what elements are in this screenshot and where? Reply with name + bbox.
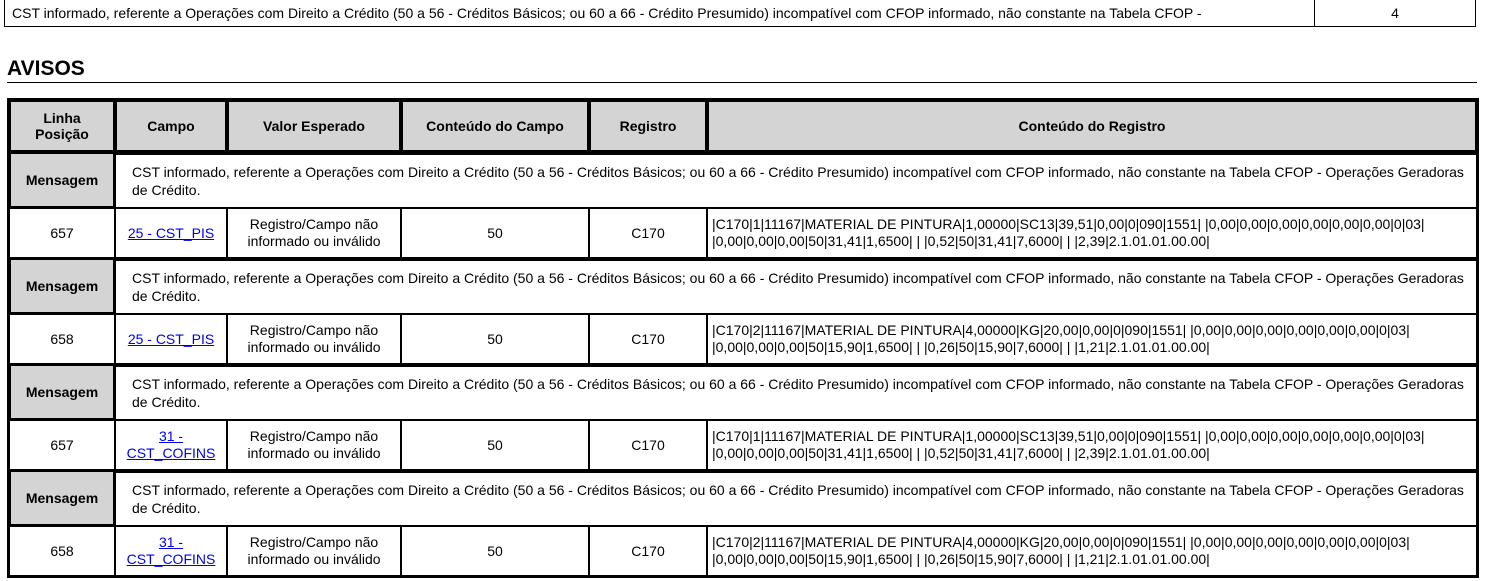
valor-esperado-cell: Registro/Campo não informado ou inválido [227,314,401,364]
conteudo-registro-cell: |C170|1|11167|MATERIAL DE PINTURA|1,00000|SC13|39,51|0,00|0|090|1551| |0,00|0,00|0,00|0,00|0,00|0,00|0|03| |0,00|0,00|0,00|50|31,41|1,6500| | |0,52|50|31,41|7,6000| | |2,39|2.1.01.01.00.00| [707,420,1477,470]
campo-cell [115,526,227,576]
table-row [9,208,1477,258]
header-campo: Campo [115,100,227,152]
header-valor-esperado: Valor Esperado [227,100,401,152]
table-row [9,526,1477,576]
message-text: CST informado, referente a Operações com Direito a Crédito (50 a 56 - Créditos Básicos; ou 60 a 66 - Crédito Presumido) incompatível com CFOP informado, não constante na Tabela CFOP - Operações Geradoras de Crédito. [115,258,1477,314]
message-row [9,258,1477,314]
message-text: CST informado, referente a Operações com Direito a Crédito (50 a 56 - Créditos Básicos; ou 60 a 66 - Crédito Presumido) incompatível com CFOP informado, não constante na Tabela CFOP - Operações Geradoras de Crédito. [115,152,1477,208]
campo-cell [115,208,227,258]
conteudo-registro-cell: |C170|2|11167|MATERIAL DE PINTURA|4,00000|KG|20,00|0,00|0|090|1551| |0,00|0,00|0,00|0,00|0,00|0,00|0|03| |0,00|0,00|0,00|50|15,90|1,6500| | |0,26|50|15,90|7,6000| | |1,21|2.1.01.01.00.00| [707,314,1477,364]
conteudo-campo-cell: 50 [401,420,589,470]
valor-esperado-cell: Registro/Campo não informado ou inválido [227,208,401,258]
summary-message: CST informado, referente a Operações com Direito a Crédito (50 a 56 - Créditos Básicos; ou 60 a 66 - Crédito Presumido) incompatível com CFOP informado, não constante na Tabela CFOP - [5,0,1315,26]
valor-esperado-cell: Registro/Campo não informado ou inválido [227,526,401,576]
header-linha: Linha Posição [9,100,115,152]
campo-link[interactable]: 31 - CST_COFINS [126,534,216,567]
message-row [9,470,1477,526]
message-text: CST informado, referente a Operações com Direito a Crédito (50 a 56 - Créditos Básicos; ou 60 a 66 - Crédito Presumido) incompatível com CFOP informado, não constante na Tabela CFOP - Operações Geradoras de Crédito. [115,364,1477,420]
header-conteudo-registro: Conteúdo do Registro [707,100,1477,152]
campo-link[interactable]: 25 - CST_PIS [127,224,215,241]
conteudo-campo-cell: 50 [401,208,589,258]
campo-link[interactable]: 31 - CST_COFINS [126,428,216,461]
linha-cell: 658 [9,526,115,576]
header-registro: Registro [589,100,707,152]
valor-esperado-cell: Registro/Campo não informado ou inválido [227,420,401,470]
message-label: Mensagem [9,364,115,420]
linha-cell: 657 [9,420,115,470]
section-title: AVISOS [7,57,85,80]
registro-cell: C170 [589,314,707,364]
conteudo-registro-cell: |C170|1|11167|MATERIAL DE PINTURA|1,00000|SC13|39,51|0,00|0|090|1551| |0,00|0,00|0,00|0,00|0,00|0,00|0|03| |0,00|0,00|0,00|50|31,41|1,6500| | |0,52|50|31,41|7,6000| | |2,39|2.1.01.01.00.00| [707,208,1477,258]
section-divider [7,82,1477,83]
table-row [9,314,1477,364]
campo-cell [115,314,227,364]
message-label: Mensagem [9,258,115,314]
conteudo-registro-cell: |C170|2|11167|MATERIAL DE PINTURA|4,00000|KG|20,00|0,00|0|090|1551| |0,00|0,00|0,00|0,00|0,00|0,00|0|03| |0,00|0,00|0,00|50|15,90|1,6500| | |0,26|50|15,90|7,6000| | |1,21|2.1.01.01.00.00| [707,526,1477,576]
message-label: Mensagem [9,470,115,526]
registro-cell: C170 [589,208,707,258]
table-row [9,420,1477,470]
message-label: Mensagem [9,152,115,208]
linha-cell: 657 [9,208,115,258]
header-conteudo-campo: Conteúdo do Campo [401,100,589,152]
summary-count: 4 [1391,5,1399,21]
avisos-table [7,98,1479,578]
registro-cell: C170 [589,526,707,576]
campo-link[interactable]: 25 - CST_PIS [127,330,215,347]
conteudo-campo-cell: 50 [401,314,589,364]
linha-cell: 658 [9,314,115,364]
message-text: CST informado, referente a Operações com Direito a Crédito (50 a 56 - Créditos Básicos; ou 60 a 66 - Crédito Presumido) incompatível com CFOP informado, não constante na Tabela CFOP - Operações Geradoras de Crédito. [115,470,1477,526]
message-row [9,364,1477,420]
summary-row [4,0,1476,27]
registro-cell: C170 [589,420,707,470]
table-header-row [9,100,1477,152]
message-row [9,152,1477,208]
campo-cell [115,420,227,470]
conteudo-campo-cell: 50 [401,526,589,576]
